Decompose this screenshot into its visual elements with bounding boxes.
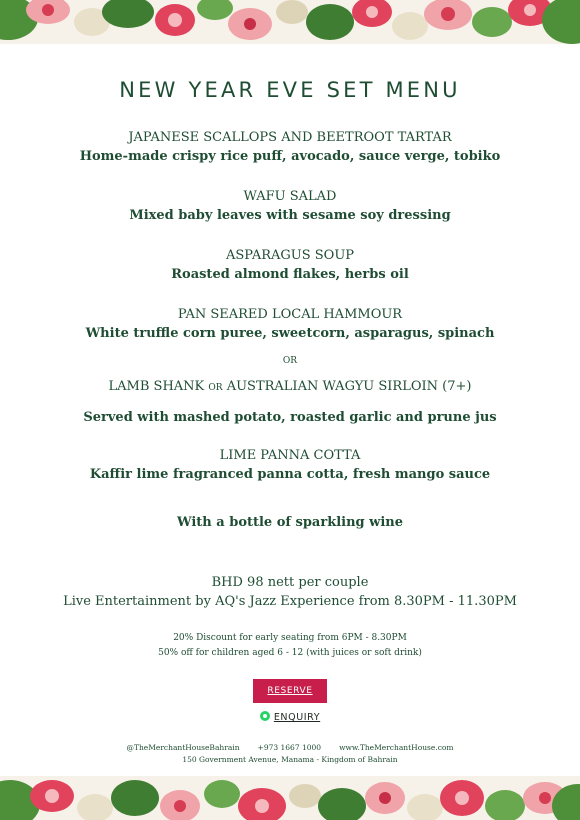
footer-contact <box>0 743 580 752</box>
floral-border-bottom <box>0 776 580 820</box>
course-description: Roasted almond flakes, herbs oil <box>171 267 409 282</box>
alt-main-title <box>0 377 580 398</box>
course-name: LIME PANNA COTTA <box>219 448 361 463</box>
price-line: BHD 98 nett per couple <box>211 575 369 590</box>
floral-border-top <box>0 0 580 44</box>
wine-line: With a bottle of sparkling wine <box>176 515 404 530</box>
course-name: WAFU SALAD <box>243 189 337 204</box>
course-description: Kaffir lime fragranced panna cotta, fresh mango sauce <box>89 467 491 482</box>
course-name: PAN SEARED LOCAL HAMMOUR <box>177 307 403 322</box>
course-name: JAPANESE SCALLOPS AND BEETROOT TARTAR <box>128 130 452 145</box>
footer-address: 150 Government Avenue, Manama - Kingdom of Bahrain <box>182 755 398 764</box>
alt-main-description: Served with mashed potato, roasted garlic and prune jus <box>83 410 497 425</box>
enquiry-link[interactable]: ENQUIRY <box>273 712 321 723</box>
reserve-button[interactable]: RESERVE <box>253 679 327 703</box>
course-hammour <box>0 305 580 344</box>
alt-main-or: OR <box>208 383 223 393</box>
footer-instagram[interactable]: @TheMerchantHouseBahrain <box>126 743 240 752</box>
alt-main-lamb: LAMB SHANK <box>108 379 205 394</box>
course-wafu-salad <box>0 187 580 226</box>
course-name: ASPARAGUS SOUP <box>225 248 355 263</box>
enquiry-row <box>0 711 580 723</box>
floral-pattern-top <box>0 0 580 44</box>
alt-main-wagyu: AUSTRALIAN WAGYU SIRLOIN (7+) <box>226 379 472 394</box>
children-note: 50% off for children aged 6 - 12 (with juices or soft drink) <box>158 648 422 658</box>
course-scallops <box>0 128 580 167</box>
course-description: White truffle corn puree, sweetcorn, asparagus, spinach <box>85 326 495 341</box>
course-description: Mixed baby leaves with sesame soy dressing <box>129 208 451 223</box>
course-panna-cotta <box>0 446 580 485</box>
whatsapp-icon <box>260 711 270 721</box>
footer-website[interactable]: www.TheMerchantHouse.com <box>339 743 454 752</box>
footer-phone[interactable]: +973 1667 1000 <box>257 743 322 752</box>
menu-title: NEW YEAR EVE SET MENU <box>119 78 461 102</box>
course-description: Home-made crispy rice puff, avocado, sauce verge, tobiko <box>79 149 501 164</box>
discount-note: 20% Discount for early seating from 6PM - 8.30PM <box>173 633 407 643</box>
floral-pattern-bottom <box>0 776 580 820</box>
entertainment-line: Live Entertainment by AQ's Jazz Experience from 8.30PM - 11.30PM <box>63 594 517 609</box>
course-asparagus-soup <box>0 246 580 285</box>
or-separator: OR <box>282 356 298 366</box>
